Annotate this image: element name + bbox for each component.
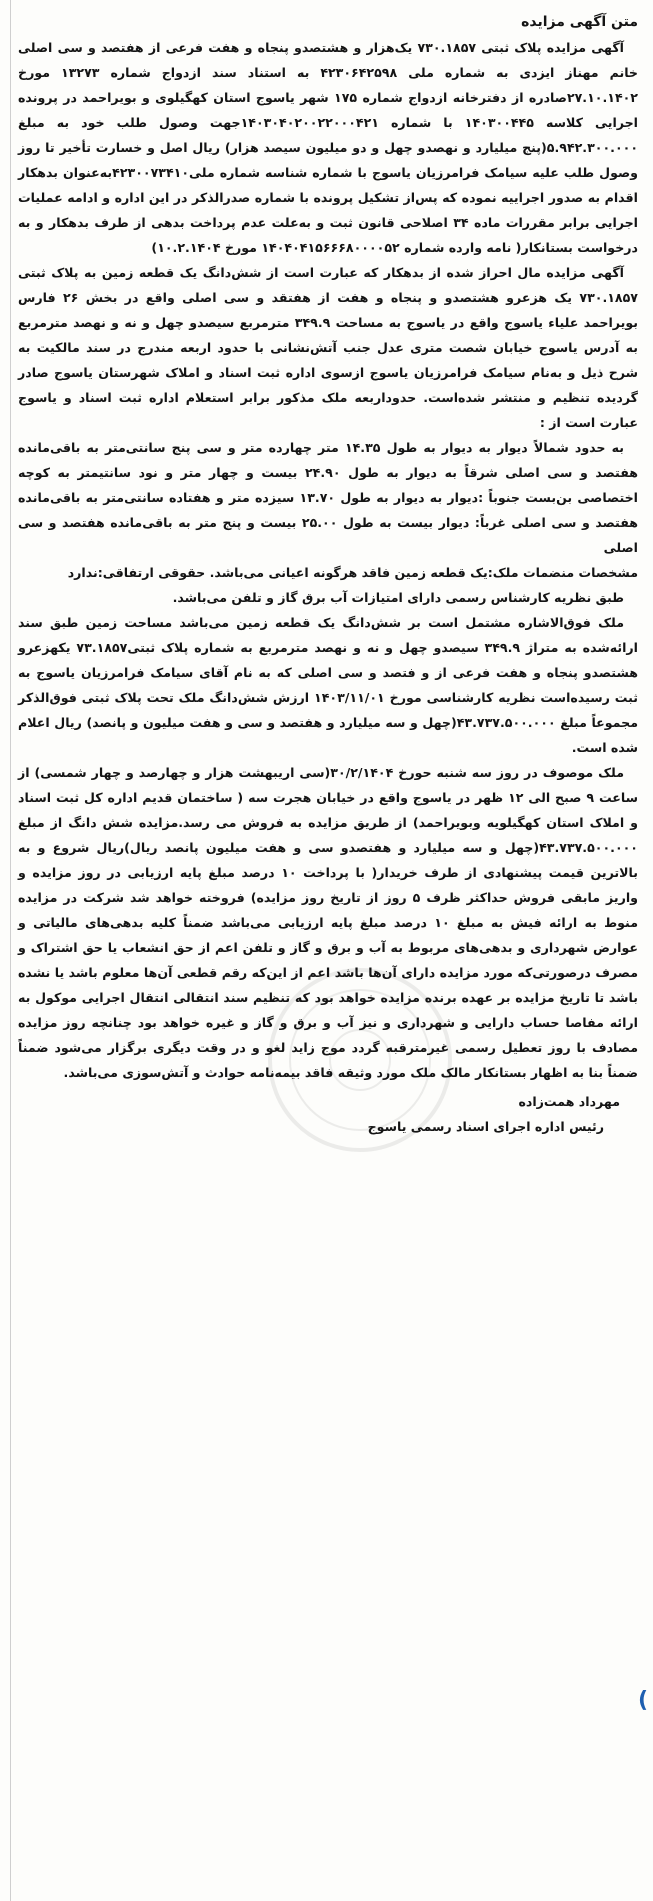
notice-paragraph-property: آگهی مزایده مال احراز شده از بدهکار که عبارت است از شش‌دانگ یک قطعه زمین به پلاک ثبتی ۷۳۰.۱۸۵۷ یک هزعرو هشتصدو و پنجاه و هفت از هفتقد و سی اصلی واقع در بخش ۲۶ فارس بویراحمد علیاء یاسوج واقع در یاسوج به مساحت ۳۴۹.۹ مترمربع سیصدو چهل و نه و نهصد مترمربع به آدرس یاسوج خیابان شصت متری عدل جنب آتش‌نشانی با حدود اربعه مندرج در سند مالکیت به شرح ذیل و به‌نام سیامک فرامرزیان یاسوج ازسوی اداره ثبت اسناد و املاک شهرستان یاسوج صادر گردیده تنظیم و منتشر شده‌است. حدوداربعه ملک مذکور برابر استعلام اداره ثبت اسناد و یاسوج عبارت است از : xyxy=(18,265,638,430)
clipping-edge-mark: ( xyxy=(638,1688,649,1713)
auction-notice xyxy=(18,10,638,1139)
page-edge-line xyxy=(10,0,11,1901)
notice-paragraph-specs: مشخصات منضمات ملک:یک قطعه زمین فاقد هرگونه اعیانی می‌باشد. حقوقی ارتفاقی:ندارد xyxy=(67,565,638,580)
notice-paragraph-valuation: ملک فوق‌الاشاره مشتمل است بر شش‌دانگ یک قطعه زمین می‌باشد مساحت زمین طبق سند ارائه‌شده به متراژ ۳۴۹.۹ سیصدو چهل و نه و نهصد مترمربع به شماره پلاک ثبتی۷۳.۱۸۵۷ یکهزعرو هشتصدو پنجاه و هفت فرعی از و فتصد و سی اصلی که به نام آقای سیامک فرامرزیان یاسوج به ثبت رسیده‌است نظریه کارشناسی مورخ ۱۴۰۳/۱۱/۰۱ ارزش شش‌دانگ ملک تحت پلاک ثبتی فوق‌الذکر مجموعاً مبلغ ۴۳.۷۳۷.۵۰۰.۰۰۰(چهل و سه میلیارد و هفتصد و سی و هفت میلیون و پانصد) ریال اعلام شده است. xyxy=(18,615,638,755)
signature-name: مهرداد همت‌زاده xyxy=(518,1094,620,1109)
notice-paragraph-auction-terms: ملک موصوف در روز سه شنبه حورخ ۳۰/۲/۱۴۰۴(سی اریبهشت هزار و چهارصد و چهار شمسی) از ساعت ۹ صبح الی ۱۲ ظهر در یاسوج واقع در خیابان هجرت سه ( ساختمان قدیم اداره کل ثبت اسناد و املاک استان کهگیلویه وبویراحمد) از طریق مزایده به فروش می رسد.مزایده شش دانگ از مبلغ ۴۳.۷۳۷.۵۰۰.۰۰۰(چهل و سه میلیارد و هفتصدو سی و هفت میلیون پانصد ریال)ریال شروع و به بالاترین قیمت پیشنهادی از طرف خریدار( با پرداخت ۱۰ درصد مبلغ پایه ارزیابی در روز مزایده و واریز مابقی فروش حداکثر ظرف ۵ روز از تاریخ روز مزایده) فروخته خواهد شد شرکت در مزایده منوط به ارائه فیش به مبلغ ۱۰ درصد مبلغ پایه ارزیابی می‌باشد ضمناً کلیه بدهی‌های مالیاتی و عوارض شهرداری و بدهی‌های مربوط به آب و برق و گاز و تلفن اعم از حق انشعاب یا حق اشتراک و مصرف درصورتی‌که مورد مزایده دارای آن‌ها باشد اعم از این‌که رقم قطعی آن‌ها معلوم باشد یا نشده باشد تا تاریخ مزایده بر عهده برنده مزایده خواهد بود که تنظیم سند انتقالی انتقال اجرایی موکول به ارائه مفاصا حساب دارایی و شهرداری و نیز آب و برق و گاز و غیره خواهد بود چنانچه روز مزایده مصادف با روز تعطیل رسمی غیرمترقبه گردد موج زاید لغو و در وقت دیگری برگزار می‌شود ضمناً ضمناً بنا به اظهار بستانکار مالک ملک مورد وثیقه فاقد بیمه‌نامه حوادث و آتش‌سوزی می‌باشد. xyxy=(18,765,639,1080)
notice-title: متن آگهی مزایده xyxy=(521,14,638,30)
notice-paragraph-utilities: طبق نظریه کارشناس رسمی دارای امتیازات آب برق گاز و تلفن می‌باشد. xyxy=(172,590,624,605)
signature-title: رئیس اداره اجرای اسناد رسمی یاسوج xyxy=(367,1119,604,1134)
signature-block xyxy=(18,1089,638,1139)
notice-paragraph-intro: آگهی مزایده پلاک ثبتی ۷۳۰.۱۸۵۷ یک‌هزار و هشتصدو پنجاه و هفت فرعی از هفتصد و سی اصلی خانم مهناز ایزدی به شماره ملی ۴۲۳۰۶۴۲۵۹۸ به استناد سند ازدواج شماره ۱۳۲۷۳ مورخ ۲۷.۱۰.۱۴۰۲صادره از دفترخانه ازدواج شماره ۱۷۵ شهر یاسوج استان کهگیلوی و بویراحمد در پرونده اجرایی کلاسه ۱۴۰۳۰۰۴۴۵ با شماره ۱۴۰۳۰۴۰۲۰۰۲۲۰۰۰۴۲۱جهت وصول طلب خود به مبلغ ۵.۹۴۲.۳۰۰.۰۰۰(پنج میلیارد و نهصدو چهل و دو میلیون سیصد هزار) ریال اصل و خسارت تأخیر تا روز وصول طلب علیه سیامک فرامرزیان یاسوج با شماره شناسه شماره ملی۴۲۳۰۰۷۳۴۱۰به‌عنوان بدهکار اقدام به صدور اجراییه نموده که پس‌از تشکیل پرونده با شماره صدرالذکر در این اداره و ادامه عملیات اجرایی برابر مقررات ماده ۳۴ اصلاحی قانون ثبت و به‌علت عدم پرداخت بدهی از طرف بدهکار و به درخواست بستانکار( نامه وارده شماره ۱۴۰۴۰۴۱۵۶۶۶۸۰۰۰۰۵۲ مورخ ۱۰.۲.۱۴۰۴) xyxy=(18,40,639,255)
notice-paragraph-boundaries: به حدود شمالاً دیوار به دیوار به طول ۱۴.۳۵ متر چهارده متر و سی پنج سانتی‌متر به باقی‌مانده هفتصد و سی اصلی شرقاً به دیوار به طول ۲۴.۹۰ بیست و چهار متر و نود سانتیمتر به کوچه اختصاصی بن‌بست جنوباً :دیوار به دیوار به طول ۱۳.۷۰ سیزده متر و هفتاده سانتی‌متر به باقی‌مانده هفتصد و سی اصلی غرباً: دیوار بیست به طول ۲۵.۰۰ بیست و پنج متر به باقی‌مانده هفتصد و سی اصلی xyxy=(18,440,638,555)
